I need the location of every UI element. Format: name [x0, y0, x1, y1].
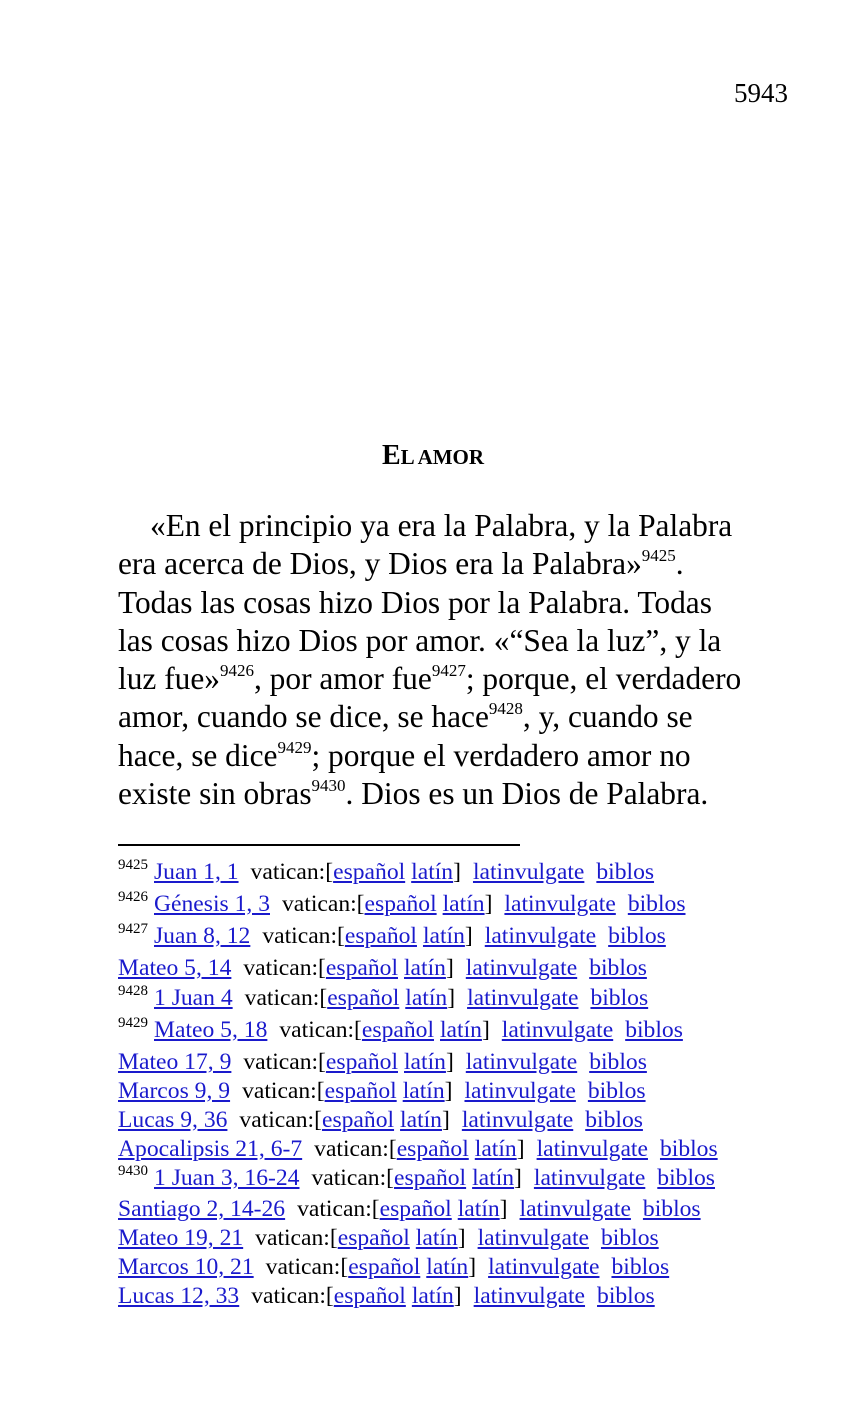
biblos-link[interactable]: biblos	[611, 1254, 670, 1280]
vatican-label: vatican:[	[265, 1254, 349, 1280]
biblos-link[interactable]: biblos	[590, 985, 649, 1011]
latin-link[interactable]: latín	[411, 859, 454, 885]
latinvulgate-link[interactable]: latinvulgate	[464, 1078, 576, 1104]
paragraph-text: ; porque, el verdadero	[465, 661, 742, 697]
paragraph-line	[118, 698, 788, 736]
scripture-reference-link[interactable]: Santiago 2, 14-26	[118, 1196, 286, 1222]
latin-link[interactable]: latín	[426, 1254, 469, 1280]
espanol-link[interactable]: español	[344, 923, 417, 949]
scripture-reference-link[interactable]: Génesis 1, 3	[154, 891, 270, 917]
latinvulgate-link[interactable]: latinvulgate	[465, 1049, 578, 1075]
vatican-label: vatican:[	[242, 1078, 325, 1104]
latinvulgate-link[interactable]: latinvulgate	[533, 1165, 646, 1191]
biblos-link[interactable]: biblos	[589, 1049, 647, 1075]
latin-link[interactable]: latín	[415, 1225, 458, 1251]
biblos-link[interactable]: biblos	[657, 1165, 715, 1191]
paragraph-text: hace, se dice	[118, 737, 278, 773]
footnote-marker: 9430	[311, 776, 346, 796]
paragraph-text: luz fue»	[118, 661, 220, 697]
vatican-label: vatican:[	[262, 923, 345, 949]
paragraph-line	[118, 507, 788, 545]
footnote-number: 9428	[118, 983, 148, 999]
bracket-close: ]	[481, 1017, 490, 1043]
paragraph-text: ; porque el verdadero amor no	[311, 737, 691, 773]
paragraph-text: amor, cuando se dice, se hace	[118, 699, 489, 735]
scripture-reference-link[interactable]: 1 Juan 4	[154, 985, 233, 1011]
paragraph-line	[118, 775, 788, 813]
bracket-close: ]	[453, 859, 461, 885]
footnote-number: 9426	[118, 889, 148, 905]
espanol-link[interactable]: español	[333, 859, 406, 885]
bracket-close: ]	[484, 891, 493, 917]
vatican-label: vatican:[	[239, 1107, 322, 1133]
paragraph-line	[118, 622, 788, 660]
footnote-number: 9430	[118, 1163, 148, 1179]
latin-link[interactable]: latín	[404, 955, 446, 981]
bracket-close: ]	[444, 1078, 453, 1104]
scripture-reference-link[interactable]: Lucas 9, 36	[118, 1107, 228, 1133]
vatican-label: vatican:[	[314, 1136, 397, 1162]
biblos-link[interactable]: biblos	[627, 891, 686, 917]
scripture-reference-link[interactable]: Mateo 5, 14	[118, 955, 232, 981]
bracket-close: ]	[453, 1283, 462, 1309]
scripture-reference-link[interactable]: Marcos 9, 9	[118, 1078, 231, 1104]
body-paragraph	[118, 507, 788, 813]
espanol-link[interactable]: español	[361, 1017, 434, 1043]
section-title	[0, 440, 866, 472]
scripture-reference-link[interactable]: Mateo 19, 21	[118, 1225, 244, 1251]
biblos-link[interactable]: biblos	[585, 1107, 643, 1133]
biblos-link[interactable]: biblos	[587, 1078, 646, 1104]
latinvulgate-link[interactable]: latinvulgate	[472, 859, 585, 885]
espanol-link[interactable]: español	[325, 955, 398, 981]
biblos-link[interactable]: biblos	[600, 1225, 659, 1251]
bracket-close: ]	[464, 923, 473, 949]
biblos-link[interactable]: biblos	[589, 955, 647, 981]
biblos-link[interactable]: biblos	[625, 1017, 683, 1043]
latinvulgate-link[interactable]: latinvulgate	[461, 1107, 574, 1133]
footnote-line	[118, 1078, 646, 1105]
espanol-link[interactable]: español	[325, 1049, 398, 1075]
paragraph-text: , por amor fue	[253, 661, 432, 697]
footnote-marker: 9426	[219, 661, 254, 681]
espanol-link[interactable]: español	[327, 985, 400, 1011]
scripture-reference-link[interactable]: Juan 1, 1	[154, 859, 239, 885]
footnote-marker: 9429	[277, 737, 312, 757]
vatican-label: vatican:[	[244, 985, 328, 1011]
latinvulgate-link[interactable]: latinvulgate	[473, 1283, 586, 1309]
scripture-reference-link[interactable]: Mateo 17, 9	[118, 1049, 232, 1075]
scripture-reference-link[interactable]: Apocalipsis 21, 6-7	[118, 1136, 303, 1162]
espanol-link[interactable]: español	[396, 1136, 469, 1162]
footnote-line	[118, 1165, 715, 1192]
footnote-line	[118, 1283, 655, 1310]
biblos-link[interactable]: biblos	[642, 1196, 701, 1222]
footnote-line	[118, 1017, 683, 1044]
vatican-label: vatican:[	[243, 1049, 326, 1075]
vatican-label: vatican:[	[243, 955, 326, 981]
espanol-link[interactable]: español	[324, 1078, 397, 1104]
footnote-number: 9427	[118, 921, 148, 937]
scripture-reference-link[interactable]: Juan 8, 12	[154, 923, 251, 949]
biblos-link[interactable]: biblos	[608, 923, 666, 949]
espanol-link[interactable]: español	[337, 1225, 410, 1251]
paragraph-line	[118, 584, 788, 622]
footnote-number: 9429	[118, 1015, 148, 1031]
latin-link[interactable]: latín	[457, 1196, 500, 1222]
bracket-close: ]	[514, 1165, 522, 1191]
bracket-close: ]	[445, 1049, 454, 1075]
latin-link[interactable]: latín	[472, 1165, 515, 1191]
paragraph-text: . Dios es un Dios de Palabra.	[345, 776, 709, 812]
page-number: 5943	[734, 78, 788, 108]
espanol-link[interactable]: español	[364, 891, 437, 917]
paragraph-text: , y, cuando se	[522, 699, 693, 735]
vatican-label: vatican:[	[297, 1196, 380, 1222]
latinvulgate-link[interactable]: latinvulgate	[519, 1196, 631, 1222]
latinvulgate-link[interactable]: latinvulgate	[501, 1017, 614, 1043]
latin-link[interactable]: latín	[442, 891, 485, 917]
vatican-label: vatican:[	[279, 1017, 362, 1043]
footnote-marker: 9427	[431, 661, 466, 681]
paragraph-text: existe sin obras	[118, 776, 312, 812]
latin-link[interactable]: latín	[411, 1283, 454, 1309]
bracket-close: ]	[468, 1254, 477, 1280]
paragraph-line	[118, 545, 788, 583]
footnote-line	[118, 1107, 643, 1134]
vatican-label: vatican:[	[311, 1165, 395, 1191]
footnote-rule	[118, 844, 520, 846]
biblos-link[interactable]: biblos	[596, 859, 655, 885]
paragraph-text: Todas las cosas hizo Dios por la Palabra. Todas	[118, 584, 712, 620]
title-initial: E	[381, 440, 401, 471]
bracket-close: ]	[516, 1136, 525, 1162]
paragraph-text: «En el principio ya era la Palabra, y la Palabra	[150, 508, 733, 543]
latinvulgate-link[interactable]: latinvulgate	[488, 1254, 600, 1280]
footnote-line	[118, 1136, 718, 1163]
footnote-line	[118, 923, 666, 950]
latin-link[interactable]: latín	[402, 1078, 445, 1104]
scripture-reference-link[interactable]: 1 Juan 3, 16-24	[154, 1165, 300, 1191]
vatican-label: vatican:[	[282, 891, 365, 917]
latin-link[interactable]: latín	[440, 1017, 482, 1043]
bracket-close: ]	[457, 1225, 466, 1251]
bracket-close: ]	[445, 955, 454, 981]
footnote-number: 9425	[118, 857, 148, 873]
vatican-label: vatican:[	[250, 859, 334, 885]
title-rest: L AMOR	[400, 445, 485, 469]
biblos-link[interactable]: biblos	[597, 1283, 655, 1309]
paragraph-text: era acerca de Dios, y Dios era la Palabra»	[118, 546, 642, 582]
scripture-reference-link[interactable]: Mateo 5, 18	[154, 1017, 268, 1043]
espanol-link[interactable]: español	[394, 1165, 467, 1191]
footnote-line	[118, 891, 686, 918]
vatican-label: vatican:[	[255, 1225, 338, 1251]
latinvulgate-link[interactable]: latinvulgate	[467, 985, 579, 1011]
biblos-link[interactable]: biblos	[659, 1136, 718, 1162]
latinvulgate-link[interactable]: latinvulgate	[504, 891, 616, 917]
paragraph-line	[118, 737, 788, 775]
bracket-close: ]	[441, 1107, 450, 1133]
latin-link[interactable]: latín	[422, 923, 465, 949]
espanol-link[interactable]: español	[333, 1283, 406, 1309]
footnote-marker: 9425	[641, 546, 676, 566]
latin-link[interactable]: latín	[400, 1107, 442, 1133]
espanol-link[interactable]: español	[379, 1196, 452, 1222]
scripture-reference-link[interactable]: Marcos 10, 21	[118, 1254, 254, 1280]
footnote-line	[118, 985, 648, 1012]
footnote-line	[118, 1196, 701, 1223]
latinvulgate-link[interactable]: latinvulgate	[484, 923, 597, 949]
footnote-line	[118, 1049, 647, 1076]
latin-link[interactable]: latín	[404, 1049, 446, 1075]
footnote-marker: 9428	[488, 699, 523, 719]
paragraph-text: .	[675, 546, 684, 582]
latinvulgate-link[interactable]: latinvulgate	[477, 1225, 589, 1251]
espanol-link[interactable]: español	[348, 1254, 421, 1280]
footnote-line	[118, 955, 647, 982]
latinvulgate-link[interactable]: latinvulgate	[536, 1136, 648, 1162]
latin-link[interactable]: latín	[474, 1136, 517, 1162]
footnote-line	[118, 859, 654, 886]
bracket-close: ]	[447, 985, 456, 1011]
bracket-close: ]	[499, 1196, 508, 1222]
paragraph-text: las cosas hizo Dios por amor. «“Sea la luz”, y la	[118, 622, 722, 658]
footnote-line	[118, 1254, 669, 1281]
vatican-label: vatican:[	[251, 1283, 334, 1309]
paragraph-line	[118, 660, 788, 698]
latin-link[interactable]: latín	[405, 985, 448, 1011]
latinvulgate-link[interactable]: latinvulgate	[465, 955, 578, 981]
scripture-reference-link[interactable]: Lucas 12, 33	[118, 1283, 240, 1309]
footnote-line	[118, 1225, 659, 1252]
espanol-link[interactable]: español	[321, 1107, 395, 1133]
